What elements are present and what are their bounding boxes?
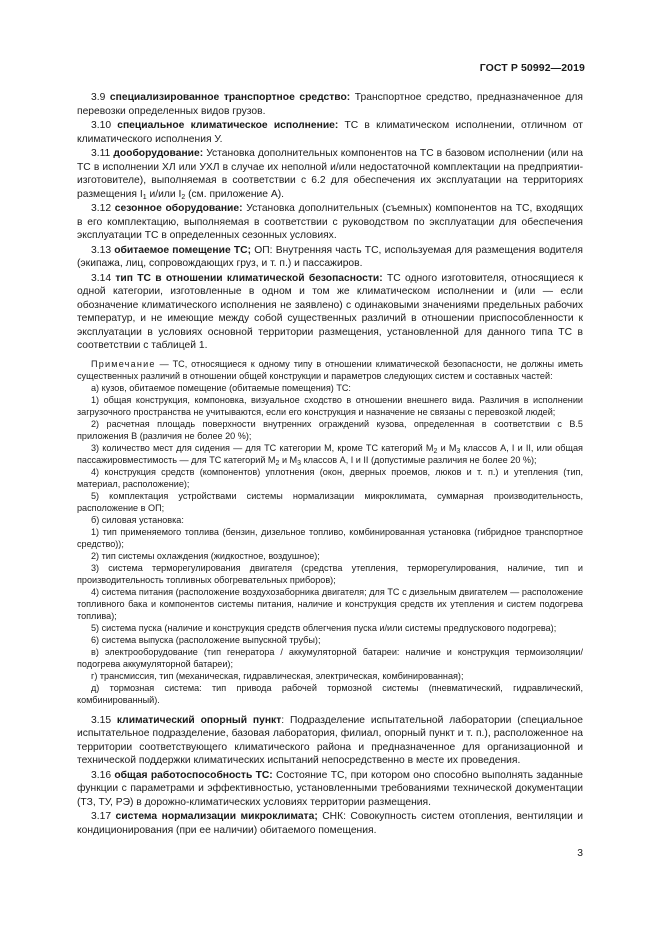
term-definition: ОП: Внутренняя часть ТС, используемая для размещения водителя (экипажа, лиц, сопровождающих груз, и т. п.) и пассажиров.: [77, 244, 583, 269]
term-number: 3.13: [91, 244, 112, 256]
term-3-9: [77, 91, 583, 118]
note-label: Примечание: [91, 358, 156, 369]
page-number: 3: [577, 848, 583, 859]
subscript: 1: [142, 193, 147, 201]
note-item-a5: 5) комплектация устройствами системы нормализации микроклимата, суммарная производительность, расположение в ОП;: [77, 490, 583, 513]
term-number: 3.9: [91, 92, 106, 103]
term-definition: Установка дополнительных компонентов на ТС в базовом исполнении (или на ТС в исполнении ХЛ или УХЛ в случае их неполной и/или недостаточной комплектации на предприятии-изготовителе), выполняемая в соответствии с 6.2 для обеспечения их эксплуатации на территориях размещения I: [77, 148, 583, 200]
note-text-part: классов А, I и II (допустимые различия не более 20 %);: [301, 454, 537, 465]
note-text: — ТС, относящиеся к одному типу в отношении климатической безопасности, не должны иметь существенных различий в отношении общей конструкции и параметров следующих систем и составных частей:: [77, 358, 583, 381]
term-name: климатический опорный пункт: [116, 714, 282, 726]
term-number: 3.15: [91, 714, 112, 726]
term-number: 3.12: [91, 203, 112, 214]
note-text-part: и М: [279, 454, 298, 465]
subscript: 3: [297, 459, 302, 467]
term-definition: Установка дополнительных (съемных) компонентов на ТС, входящих в его комплектацию, выполняемая в соответствии с руководством по эксплуатации для обеспечения эксплуатации ТС в определенных сезонных условиях.: [77, 203, 583, 241]
term-3-13: [77, 244, 583, 271]
note-item-a2: 2) расчетная площадь поверхности внутренних ограждений кузова, определенная в соответствии с В.5 приложения В (различия не более 20 %);: [77, 418, 583, 441]
note-text-part: и М: [437, 442, 457, 453]
term-definition: и/или I: [146, 188, 182, 200]
note-text-part: 3) количество мест для сидения — для ТС категории М, кроме ТС категорий М: [91, 442, 434, 453]
term-name: специальное климатическое исполнение:: [117, 120, 339, 131]
note-text-part: классов А, I и II, или общая пассажировместимость — для ТС категорий М: [77, 442, 583, 465]
subscript: 2: [433, 447, 438, 455]
note-item-b6: 6) система выпуска (расположение выпускной трубы);: [91, 634, 321, 645]
term-definition: Транспортное средство, предназначенное для перевозки определенных видов грузов.: [77, 92, 583, 117]
note-item-b: б) силовая установка:: [91, 514, 184, 525]
term-definition: (см. приложение А).: [185, 188, 285, 200]
term-3-16: [77, 769, 583, 810]
note-item-a1: 1) общая конструкция, компоновка, визуальное сходство в отношении внешнего вида. Различия в исполнении загрузочного пространства не учитываются, если его конструкция и назначение не связаны с перевозкой людей;: [77, 394, 583, 417]
term-name: общая работоспособность ТС:: [114, 769, 273, 781]
term-3-10: [77, 119, 583, 146]
term-3-11: [77, 147, 583, 201]
subscript: 2: [275, 459, 280, 467]
subscript: 2: [181, 193, 186, 201]
note-intro: [77, 358, 583, 382]
term-number: 3.17: [91, 811, 112, 822]
term-name: сезонное оборудование:: [114, 203, 243, 214]
note-item-d: д) тормозная система: тип привода рабочей тормозной системы (пневматический, гидравлический, комбинированный).: [77, 682, 583, 705]
note-item-v: в) электрооборудование (тип генератора / аккумуляторной батареи: наличие и конструкция термоизоляции/подогрева аккумуляторной батареи);: [77, 646, 583, 669]
note-item-b3: 3) система терморегулирования двигателя (средства утепления, терморегулирования, наличие, тип и производительность топливных обогревательных приборов);: [77, 562, 583, 585]
term-definition: Состояние ТС, при котором оно способно выполнять заданные функции с параметрами и эффективностью, установленными требованиями технической документации (ТЗ, ТУ, РЭ) в дорожно-климатических условиях территории размещения.: [77, 769, 583, 808]
term-3-17: [77, 810, 583, 837]
note-item-b5: 5) система пуска (наличие и конструкция средств облегчения пуска и/или системы предпускового подогрева);: [91, 622, 557, 633]
term-number: 3.10: [91, 120, 112, 131]
term-number: 3.11: [91, 148, 111, 159]
term-definition: СНК: Совокупность систем отопления, вентиляции и кондиционирования (при ее наличии) обитаемого помещения.: [77, 811, 583, 836]
note-item-a4: 4) конструкция средств (компонентов) уплотнения (окон, дверных проемов, люков и т. п.) и утепления (тип, материал, расположение);: [77, 466, 583, 489]
note-item-g: г) трансмиссия, тип (механическая, гидравлическая, электрическая, комбинированная);: [91, 670, 464, 681]
note-item-b4: 4) система питания (расположение воздухозаборника двигателя; для ТС с дизельным двигателем — расположение топливного бака и компонентов системы питания, наличие и конструкция средств их утепления и систем подогрева топлива);: [77, 586, 583, 621]
term-definition: ТС в климатическом исполнении, отличном от климатического исполнения У.: [77, 120, 583, 145]
term-3-15: [77, 714, 583, 768]
term-definition: ТС одного изготовителя, относящиеся к одной категории, изготовленные в одном и том же климатическом исполнении и (или — если обозначение климатического исполнения не заявлено) с одинаковыми значениями предельных рабочих температур, и не имеющие между собой существенных различий в отношении приспособленности к эксплуатации в условиях основной территории размещения, установленной для данного типа ТС в соответствии с таблицей 1.: [77, 272, 583, 351]
term-name: специализированное транспортное средство:: [109, 92, 351, 103]
term-name: дооборудование:: [113, 148, 204, 159]
term-number: 3.16: [91, 769, 112, 781]
term-name: система нормализации микроклимата;: [115, 811, 318, 822]
subscript: 3: [456, 447, 461, 455]
note-item-b2: 2) тип системы охлаждения (жидкостное, воздушное);: [91, 550, 320, 561]
document-standard-id: ГОСТ Р 50992—2019: [479, 62, 585, 74]
note-item-b1: 1) тип применяемого топлива (бензин, дизельное топливо, комбинированная установка (гибридное транспортное средство));: [77, 526, 583, 549]
term-definition: : Подразделение испытательной лаборатории (специальное испытательное подразделение, базовая лаборатория, филиал, опорный пункт и т. п.), расположенное на территории соответствующего климатического района и предназначенное для организационной и технической поддержки климатических испытаний непосредственно в месте их проведения.: [77, 714, 583, 766]
document-body: [77, 91, 583, 838]
note-item-a: а) кузов, обитаемое помещение (обитаемые помещения) ТС:: [91, 382, 351, 393]
term-3-12: [77, 202, 583, 243]
term-name: обитаемое помещение ТС;: [114, 244, 252, 256]
term-number: 3.14: [91, 272, 112, 284]
note-item-a3: [77, 442, 583, 466]
term-name: тип ТС в отношении климатической безопасности:: [115, 272, 383, 284]
term-3-14: [77, 272, 583, 353]
